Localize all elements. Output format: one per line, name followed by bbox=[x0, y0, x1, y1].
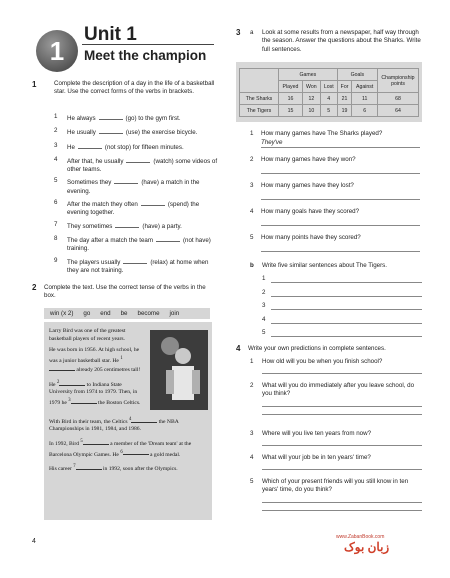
ex1-item-text-after: (relax) at home when they are not training. bbox=[67, 258, 209, 274]
th-lost: Lost bbox=[320, 81, 337, 93]
ex3b-item-number: 5 bbox=[262, 329, 266, 336]
gap-6[interactable] bbox=[123, 449, 149, 455]
ex3b-item bbox=[262, 314, 422, 328]
article-p3c: Then, in 1979 he bbox=[49, 389, 138, 406]
results-table bbox=[239, 68, 419, 117]
ex3-part-a: a bbox=[250, 29, 254, 36]
ex3-part-b: b bbox=[250, 262, 254, 269]
article-p3a: He bbox=[49, 381, 56, 388]
ex1-item-number: 7 bbox=[54, 220, 58, 228]
ex3-questions bbox=[250, 130, 420, 260]
unit-subtitle: Meet the champion bbox=[84, 48, 207, 63]
ex1-number: 1 bbox=[32, 80, 37, 89]
article-p4a: With Bird in their team, the Celtics bbox=[49, 418, 128, 425]
cell: 21 bbox=[337, 93, 352, 105]
gap-3[interactable] bbox=[71, 398, 97, 404]
ex1-item-text-after: (use) the exercise bicycle. bbox=[125, 129, 198, 137]
gap-1-number: 1 bbox=[120, 355, 123, 361]
page-number: 4 bbox=[32, 538, 36, 545]
ex1-item-number: 9 bbox=[54, 256, 58, 264]
ex3-question bbox=[250, 234, 420, 260]
ex3b-item bbox=[262, 300, 422, 314]
ex3b-answer-line[interactable] bbox=[271, 336, 422, 337]
row-team: The Tigers bbox=[240, 105, 279, 117]
th-points: Championship points bbox=[378, 69, 419, 93]
cell: 64 bbox=[378, 105, 419, 117]
ex1-item-number: 1 bbox=[54, 113, 58, 120]
gap-7[interactable] bbox=[76, 464, 102, 470]
ex1-item-text-after: (go) to the gym first. bbox=[125, 115, 181, 122]
ex3b-answer-line[interactable] bbox=[271, 309, 422, 310]
ex3-question-text: How many goals have they scored? bbox=[261, 208, 360, 215]
article-p3d: the Boston Celtics. bbox=[98, 399, 141, 406]
gap-4[interactable] bbox=[128, 417, 157, 423]
ex3-question-number: 5 bbox=[250, 234, 254, 241]
ex1-item-number: 8 bbox=[54, 234, 58, 242]
ex3-question-number: 3 bbox=[250, 182, 254, 189]
row-team: The Sharks bbox=[240, 93, 279, 105]
article-p5b: a member of the 'Dream team' at the Barcelona Olympic Games. He bbox=[49, 440, 192, 458]
ex2-word-box bbox=[44, 308, 210, 319]
article-p4b: the NBA Championships in 1981, 1984, and 1986. bbox=[49, 418, 179, 433]
article-p6a: His career bbox=[49, 465, 72, 472]
ex1-answer-blank[interactable] bbox=[141, 199, 165, 206]
watermark-url: www.ZabanBook.com bbox=[336, 534, 385, 540]
ex3-instruction-b: Write five similar sentences about The Tigers. bbox=[262, 262, 387, 269]
ex1-item bbox=[54, 235, 219, 254]
th-against: Against bbox=[352, 81, 378, 93]
cell: 11 bbox=[352, 93, 378, 105]
article-p3b: to Indiana State University from 1974 to 1979. bbox=[49, 381, 122, 396]
ex1-answer-blank[interactable] bbox=[156, 235, 180, 242]
gap-7-number: 7 bbox=[73, 463, 76, 469]
gap-5[interactable] bbox=[83, 439, 109, 445]
ex3-answer-line[interactable] bbox=[261, 243, 420, 252]
ex3b-answer-line[interactable] bbox=[271, 323, 422, 324]
ex4-question bbox=[250, 382, 422, 430]
ex3b-item-number: 1 bbox=[262, 275, 266, 282]
ex1-answer-blank[interactable] bbox=[115, 221, 139, 228]
ex3-question-text: How many games have The Sharks played? bbox=[261, 130, 383, 137]
article-p2b: already 205 centimetres tall! bbox=[76, 367, 141, 374]
ex4-question-text: Where will you live ten years from now? bbox=[262, 430, 372, 437]
unit-title: Unit 1 bbox=[84, 24, 137, 45]
gap-2[interactable] bbox=[56, 379, 85, 386]
ex3-question-text: How many games have they lost? bbox=[261, 182, 354, 189]
ex3b-answer-line[interactable] bbox=[271, 282, 422, 283]
ex3-question-text: How many points have they scored? bbox=[261, 234, 361, 241]
gap-6-number: 6 bbox=[120, 449, 123, 455]
gap-2-number: 2 bbox=[56, 379, 60, 385]
cell: 19 bbox=[337, 105, 352, 117]
ex3-answer-line[interactable]: They've bbox=[261, 139, 420, 148]
ex1-item-text-after: (have) a match in the evening. bbox=[67, 179, 200, 195]
gap-3-number: 3 bbox=[68, 397, 71, 403]
ex1-item bbox=[54, 221, 219, 231]
ex2-article bbox=[44, 322, 212, 520]
ex1-item-text-before: They sometimes bbox=[67, 222, 113, 230]
ex1-item-text-after: (watch) some videos of other teams. bbox=[67, 157, 218, 174]
ex3b-item bbox=[262, 273, 422, 287]
word-box-item: go bbox=[83, 310, 91, 317]
ex1-item-text-before: He always bbox=[67, 115, 96, 122]
word-box-item: become bbox=[137, 310, 160, 317]
ex1-list bbox=[54, 113, 219, 278]
cell: 6 bbox=[352, 105, 378, 117]
ex1-item-text-after: (spend) the evening together. bbox=[67, 201, 200, 217]
ex4-question-text: Which of your present friends will you still know in ten years' time, do you think? bbox=[262, 478, 409, 494]
ex1-answer-blank[interactable] bbox=[123, 257, 147, 264]
ex4-question-text: What will you do immediately after you leave school, do you think? bbox=[262, 382, 415, 398]
ex1-answer-blank[interactable] bbox=[99, 127, 123, 134]
ex3b-item-number: 3 bbox=[262, 302, 266, 309]
ex4-answer-line[interactable] bbox=[262, 462, 422, 470]
ex4-number: 4 bbox=[236, 344, 241, 353]
ex1-answer-blank[interactable] bbox=[78, 142, 102, 149]
unit-circle-number: 1 bbox=[49, 36, 65, 66]
ex1-item-number: 5 bbox=[54, 177, 58, 185]
cell: 5 bbox=[320, 105, 337, 117]
ex4-question-number: 4 bbox=[250, 454, 254, 461]
ex4-instruction: Write your own predictions in complete sentences. bbox=[248, 345, 386, 352]
ex3-answer-line[interactable] bbox=[261, 191, 420, 200]
watermark-logo: زبان بوک bbox=[344, 540, 390, 554]
ex4-answer-line[interactable] bbox=[262, 407, 422, 415]
ex3-answer-line[interactable] bbox=[261, 217, 420, 226]
ex3-answer-line[interactable] bbox=[261, 165, 420, 174]
gap-5-number: 5 bbox=[80, 439, 83, 445]
table-row bbox=[240, 93, 419, 105]
ex4-question bbox=[250, 478, 422, 518]
article-p5a: In 1992, Bird bbox=[49, 440, 79, 447]
table-row bbox=[240, 105, 419, 117]
th-won: Won bbox=[302, 81, 320, 93]
ex1-answer-blank[interactable] bbox=[126, 156, 150, 163]
ex4-question-number: 1 bbox=[250, 358, 254, 365]
ex4-answer-line[interactable] bbox=[262, 438, 422, 446]
ex1-item bbox=[54, 257, 219, 276]
article-p2a: He was born in 1956. At high school, he was a junior basketball star. He bbox=[49, 347, 140, 364]
ex1-item-text-before: After that, he usually bbox=[67, 157, 124, 165]
ex3-question-number: 1 bbox=[250, 130, 254, 137]
player-illustration bbox=[150, 330, 208, 410]
ex3-instruction-a: Look at some results from a newspaper, half way through the season. Answer the questions about the Sharks. Write full sentences. bbox=[262, 29, 421, 53]
ex3b-item-number: 2 bbox=[262, 288, 266, 296]
ex1-item-text-before: The players usually bbox=[67, 258, 121, 266]
word-box-item: end bbox=[100, 310, 111, 317]
ex2-instruction: Complete the text. Use the correct tense of the verbs in the box. bbox=[44, 284, 206, 300]
ex3-question bbox=[250, 208, 420, 234]
article-p1: Larry Bird was one of the greatest basketball players of recent years. bbox=[49, 328, 126, 342]
cell: 4 bbox=[320, 93, 337, 105]
gap-4-number: 4 bbox=[128, 417, 132, 422]
word-box-item: join bbox=[169, 310, 180, 317]
ex4-answer-line[interactable] bbox=[262, 503, 422, 511]
word-box-item: win (x 2) bbox=[50, 310, 74, 317]
ex1-item bbox=[54, 177, 219, 196]
ex1-item bbox=[54, 113, 219, 123]
ex4-question-text: What will your job be in ten years' time? bbox=[262, 454, 371, 461]
ex1-item bbox=[54, 156, 219, 175]
ex4-question bbox=[250, 430, 422, 454]
ex4-question-number: 3 bbox=[250, 430, 254, 437]
ex4-question-text: How old will you be when you finish school? bbox=[262, 358, 383, 365]
ex1-answer-blank[interactable] bbox=[114, 177, 138, 184]
ex1-instruction: Complete the description of a day in the life of a basketball star. Use the correct forms of the verbs in brackets. bbox=[54, 80, 215, 96]
ex1-item-text-before: After the match they often bbox=[67, 201, 138, 209]
ex1-item-text-before: He bbox=[67, 143, 75, 151]
th-for: For bbox=[337, 81, 352, 93]
ex4-answer-line[interactable] bbox=[262, 366, 422, 374]
ex4-answer-line[interactable] bbox=[262, 495, 422, 503]
word-box-item: be bbox=[120, 310, 128, 317]
ex1-item-number: 4 bbox=[54, 155, 58, 163]
ex3-question bbox=[250, 156, 420, 182]
header-rule bbox=[82, 44, 214, 45]
th-played: Played bbox=[279, 81, 303, 93]
cell: 68 bbox=[378, 93, 419, 105]
ex4-question bbox=[250, 454, 422, 478]
cell: 10 bbox=[302, 105, 320, 117]
ex1-item bbox=[54, 127, 219, 137]
ex3-question-text: How many games have they won? bbox=[261, 156, 356, 163]
ex1-item-text-after: (have) a party. bbox=[142, 222, 182, 230]
ex3b-item-number: 4 bbox=[262, 315, 266, 323]
unit-circle-badge bbox=[36, 30, 78, 72]
basketball-player-photo bbox=[150, 330, 208, 410]
ex3b-item bbox=[262, 287, 422, 301]
ex1-item-number: 3 bbox=[54, 141, 58, 149]
ex2-number: 2 bbox=[32, 283, 37, 292]
cell: 12 bbox=[302, 93, 320, 105]
th-games: Games bbox=[279, 69, 338, 81]
ex1-item-number: 6 bbox=[54, 199, 58, 207]
ex1-item-text-before: He usually bbox=[67, 129, 96, 137]
th-goals: Goals bbox=[337, 69, 377, 81]
ex1-item-number: 2 bbox=[54, 127, 58, 135]
ex1-item bbox=[54, 142, 219, 152]
cell: 15 bbox=[279, 105, 303, 117]
ex1-item-text-after: (not stop) for fifteen minutes. bbox=[104, 143, 184, 151]
cell: 16 bbox=[279, 93, 303, 105]
ex3-number: 3 bbox=[236, 28, 241, 37]
ex3-question bbox=[250, 130, 420, 156]
gap-1[interactable] bbox=[49, 365, 75, 371]
ex3-question-number: 2 bbox=[250, 156, 254, 163]
ex4-question-number: 5 bbox=[250, 478, 254, 485]
ex3-question bbox=[250, 182, 420, 208]
ex3-question-number: 4 bbox=[250, 208, 254, 215]
article-p5c: a gold medal. bbox=[150, 451, 181, 458]
ex4-answer-line[interactable] bbox=[262, 399, 422, 407]
ex4-question-number: 2 bbox=[250, 382, 254, 389]
ex1-item-text-after: (not have) training. bbox=[67, 236, 211, 253]
ex4-questions bbox=[250, 358, 422, 518]
ex4-question bbox=[250, 358, 422, 382]
ex1-item-text-before: Sometimes they bbox=[67, 179, 112, 187]
results-table-panel bbox=[236, 62, 422, 122]
ex3-b-lines bbox=[262, 273, 422, 341]
ex1-answer-blank[interactable] bbox=[99, 113, 123, 120]
ex1-item-text-before: The day after a match the team bbox=[67, 236, 153, 244]
ex1-item bbox=[54, 199, 219, 218]
article-p6b: in 1992, soon after the Olympics. bbox=[102, 465, 178, 472]
ex3b-answer-line[interactable] bbox=[271, 296, 422, 297]
ex3b-item bbox=[262, 327, 422, 341]
